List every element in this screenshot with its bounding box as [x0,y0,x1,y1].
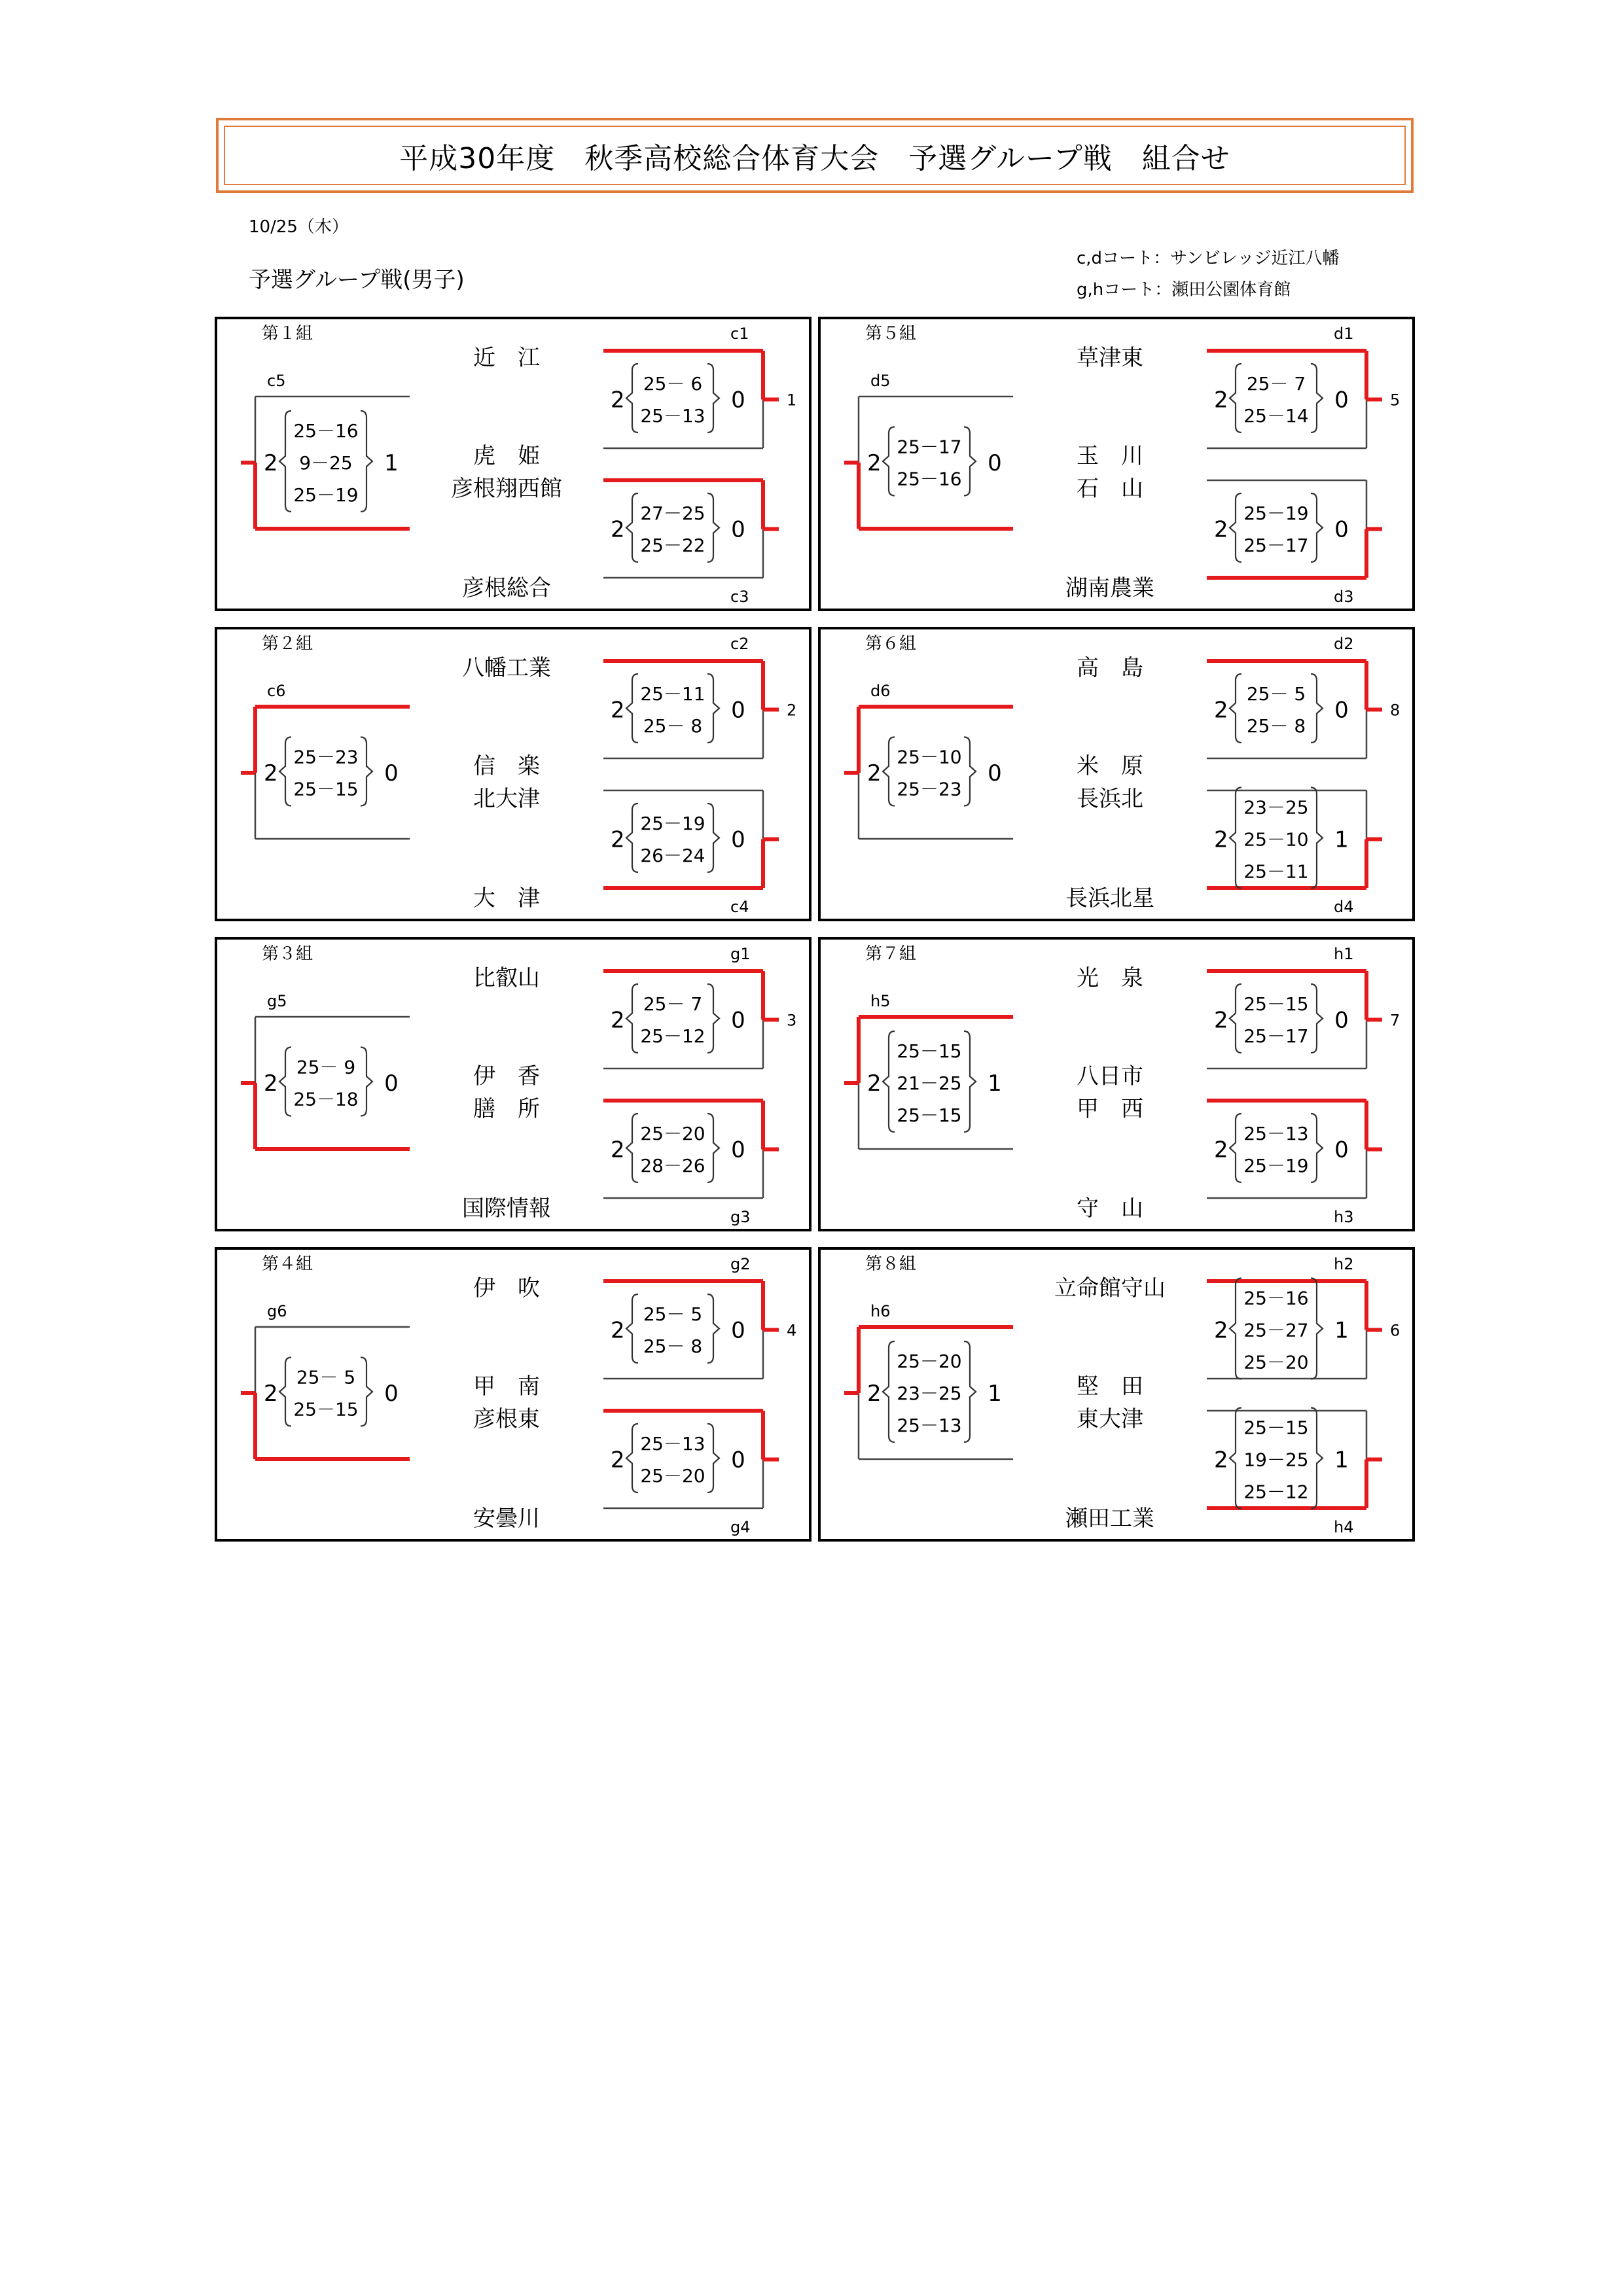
match-top-open-brace [626,1294,638,1363]
bracket-svg [821,940,1418,1234]
match-top-wins: 2 [1214,387,1228,414]
match-final-set-score: 25－ 5 [296,1366,356,1388]
team-name: 国際情報 [462,1195,551,1222]
bracket-svg [217,629,814,924]
match-top-losses: 0 [1334,1007,1349,1034]
team-name: 草津東 [1077,345,1143,371]
match-top-open-brace [626,984,638,1053]
match-top-set-score: 25－15 [1243,993,1309,1015]
court-code: c6 [267,682,286,700]
match-top-set-score: 25－11 [640,683,705,705]
match-bottom-open-brace [1230,788,1241,889]
section-subtitle: 予選グループ戦(男子) [249,267,465,293]
court-code: c3 [730,588,749,606]
match-top-set-score: 25－14 [1243,405,1309,427]
match-top-open-brace [1230,1279,1241,1379]
match-top-wins: 2 [611,1007,625,1034]
bracket-slot-number: 5 [1390,391,1400,410]
match-bottom-set-score: 25－15 [1243,1417,1309,1439]
match-top-close-brace [707,674,719,743]
team-name: 湖南農業 [1065,575,1154,601]
title-box [216,118,1414,193]
match-final-set-score: 25－15 [293,778,359,800]
match-top-open-brace [1230,674,1241,743]
match-top-set-score: 25－13 [640,405,705,427]
match-bottom-losses: 1 [1334,826,1349,853]
team-name: 膳 所 [473,1096,540,1122]
match-bottom-set-score: 28－26 [640,1155,705,1176]
match-bottom-close-brace [1311,1408,1323,1509]
match-top-wins: 2 [611,697,625,724]
match-final-close-brace [361,1358,372,1426]
match-final-set-score: 25－16 [293,420,359,442]
match-bottom-set-score: 25－20 [640,1123,705,1144]
match-final-close-brace [964,1341,976,1442]
match-top-set-score: 25－ 5 [643,1303,703,1325]
match-bottom-close-brace [707,493,719,562]
match-bottom-open-brace [1230,1408,1241,1509]
group-panel [818,1247,1415,1542]
match-bottom-set-score: 25－13 [640,1433,705,1455]
group-label: 第８組 [865,1254,917,1274]
match-final-losses: 0 [988,450,1002,476]
match-top-set-score: 25－ 6 [643,373,703,395]
match-bottom-set-score: 25－11 [1243,860,1309,883]
court-code: h3 [1334,1208,1354,1226]
team-name: 瀬田工業 [1065,1506,1154,1532]
match-final-set-score: 25－23 [293,746,359,768]
match-final-wins: 2 [867,1381,882,1407]
match-final-open-brace [883,1341,895,1442]
match-final-losses: 0 [988,760,1002,786]
court-code: g2 [730,1255,751,1273]
group-label: 第１組 [262,324,313,344]
group-panel [215,1247,812,1542]
bracket-svg [217,319,814,614]
match-bottom-losses: 1 [1334,1447,1349,1474]
match-final-wins: 2 [264,1070,278,1097]
match-final-close-brace [361,1048,372,1116]
match-bottom-wins: 2 [611,1447,625,1474]
match-top-wins: 2 [611,387,625,414]
match-final-close-brace [361,737,372,806]
match-final-losses: 1 [384,450,399,476]
team-name: 高 島 [1077,655,1143,681]
team-name: 東大津 [1077,1406,1143,1432]
match-bottom-set-score: 23－25 [1243,796,1309,819]
match-top-close-brace [1311,1279,1323,1379]
team-name: 甲 南 [473,1373,540,1400]
match-final-set-score: 25－10 [897,746,962,768]
bracket-svg [821,629,1418,924]
match-final-close-brace [361,411,372,512]
match-top-set-score: 25－17 [1243,1025,1309,1047]
group-panel [215,627,812,921]
match-bottom-close-brace [707,804,719,872]
team-name: 北大津 [473,786,540,812]
match-top-set-score: 25－16 [1243,1287,1309,1309]
team-name: 長浜北星 [1065,885,1154,911]
match-bottom-close-brace [1311,1114,1323,1182]
match-final-losses: 0 [384,1381,399,1407]
match-top-open-brace [1230,984,1241,1053]
match-final-losses: 0 [384,760,399,786]
team-name: 米 原 [1077,753,1143,779]
match-bottom-set-score: 25－17 [1243,535,1309,556]
match-bottom-close-brace [1311,493,1323,562]
match-final-losses: 1 [988,1381,1002,1407]
match-final-open-brace [279,1048,291,1116]
match-bottom-set-score: 25－20 [640,1465,705,1487]
match-final-wins: 2 [867,1070,882,1097]
court-info-gh: g,hコート：瀬田公園体育館 [1077,280,1291,300]
match-final-wins: 2 [264,1381,278,1407]
match-top-set-score: 25－ 8 [1246,715,1306,737]
team-name: 彦根東 [473,1406,540,1432]
match-top-set-score: 25－ 5 [1246,683,1306,705]
match-final-open-brace [279,411,291,512]
team-name: 長浜北 [1077,786,1143,812]
match-top-losses: 0 [1334,387,1349,414]
bracket-slot-number: 8 [1390,701,1400,720]
court-code: c4 [730,898,749,916]
court-code: c5 [267,372,286,390]
court-code: g3 [730,1208,751,1226]
match-bottom-open-brace [1230,493,1241,562]
team-name: 彦根翔西館 [451,476,562,502]
match-bottom-wins: 2 [611,516,625,543]
team-name: 玉 川 [1077,443,1143,469]
match-bottom-close-brace [707,1114,719,1182]
match-top-wins: 2 [1214,1007,1228,1034]
match-bottom-set-score: 19－25 [1243,1449,1309,1471]
match-bottom-open-brace [626,493,638,562]
match-bottom-wins: 2 [611,1137,625,1163]
match-bottom-open-brace [626,804,638,872]
group-label: 第５組 [865,324,917,344]
match-top-wins: 2 [1214,697,1228,724]
match-final-open-brace [883,427,895,496]
match-final-close-brace [964,737,976,806]
court-code: h2 [1334,1255,1354,1273]
team-name: 石 山 [1077,476,1143,502]
team-name: 守 山 [1077,1195,1143,1222]
match-bottom-close-brace [707,1424,719,1492]
match-top-open-brace [626,674,638,743]
match-final-losses: 1 [988,1070,1002,1097]
bracket-svg [821,319,1418,614]
match-top-set-score: 25－ 7 [1246,373,1306,395]
match-final-set-score: 23－25 [897,1383,962,1404]
team-name: 甲 西 [1077,1096,1143,1122]
team-name: 虎 姫 [473,443,540,469]
match-final-set-score: 25－ 9 [296,1056,356,1078]
court-code: h1 [1334,945,1354,963]
bracket-slot-number: 7 [1390,1011,1400,1030]
match-final-wins: 2 [867,450,882,476]
court-info-cd: c,dコート：サンビレッジ近江八幡 [1077,249,1340,268]
match-top-close-brace [1311,364,1323,433]
team-name: 比叡山 [473,965,540,991]
group-panel [818,937,1415,1231]
bracket-svg [217,1250,814,1544]
match-bottom-losses: 0 [731,1447,745,1474]
match-final-wins: 2 [264,450,278,476]
bracket-slot-number: 6 [1390,1321,1400,1340]
match-bottom-set-score: 25－10 [1243,828,1309,851]
match-final-set-score: 25－19 [293,484,359,506]
court-code: d5 [870,372,891,390]
court-code: g1 [730,945,751,963]
team-name: 近 江 [473,345,540,371]
match-final-set-score: 25－23 [897,778,962,800]
match-final-close-brace [964,427,976,496]
match-final-set-score: 25－15 [897,1104,962,1126]
match-bottom-losses: 0 [731,1137,745,1163]
match-final-wins: 2 [264,760,278,786]
group-label: 第６組 [865,634,917,654]
event-date: 10/25（木） [249,217,349,237]
team-name: 八日市 [1077,1063,1143,1089]
match-bottom-wins: 2 [1214,516,1228,543]
match-top-losses: 1 [1334,1317,1349,1344]
court-code: d1 [1334,325,1354,343]
match-bottom-wins: 2 [611,826,625,853]
match-top-losses: 0 [731,387,745,414]
match-top-set-score: 25－ 8 [643,715,703,737]
court-code: d3 [1334,588,1354,606]
match-top-losses: 0 [731,1007,745,1034]
court-code: h4 [1334,1518,1354,1536]
match-bottom-losses: 0 [731,516,745,543]
match-bottom-set-score: 25－19 [1243,503,1309,524]
match-bottom-open-brace [626,1424,638,1492]
match-final-set-score: 25－16 [897,468,962,490]
match-top-set-score: 25－27 [1243,1319,1309,1341]
match-final-open-brace [279,1358,291,1426]
match-top-set-score: 25－20 [1243,1351,1309,1373]
team-name: 堅 田 [1077,1373,1143,1400]
match-bottom-close-brace [1311,788,1323,889]
match-top-close-brace [1311,674,1323,743]
match-top-set-score: 25－12 [640,1025,705,1047]
court-code: c2 [730,635,749,653]
match-final-open-brace [883,737,895,806]
match-bottom-set-score: 25－12 [1243,1481,1309,1503]
match-final-set-score: 25－13 [897,1415,962,1436]
match-top-set-score: 25－ 8 [643,1335,703,1357]
court-code: d4 [1334,898,1354,916]
match-bottom-set-score: 27－25 [640,503,705,524]
match-bottom-set-score: 25－19 [1243,1155,1309,1176]
match-bottom-set-score: 26－24 [640,845,705,866]
match-final-set-score: 25－17 [897,436,962,458]
match-final-set-score: 9－25 [299,452,353,474]
group-panel [818,627,1415,921]
bracket-svg [217,940,814,1234]
match-bottom-open-brace [1230,1114,1241,1182]
match-bottom-losses: 0 [1334,516,1349,543]
match-bottom-losses: 0 [731,826,745,853]
bracket-slot-number: 3 [787,1011,797,1030]
court-code: h5 [870,992,891,1010]
match-bottom-wins: 2 [1214,826,1228,853]
team-name: 彦根総合 [462,575,551,601]
match-final-set-score: 25－15 [897,1040,962,1062]
match-final-losses: 0 [384,1070,399,1097]
match-final-set-score: 25－18 [293,1088,359,1110]
court-code: c1 [730,325,749,343]
court-code: g4 [730,1518,751,1536]
match-top-set-score: 25－ 7 [643,993,703,1015]
group-label: 第４組 [262,1254,313,1274]
match-bottom-losses: 0 [1334,1137,1349,1163]
team-name: 伊 吹 [473,1275,540,1301]
page-title: 平成30年度 秋季高校総合体育大会 予選グループ戦 組合せ [224,126,1406,185]
court-code: d2 [1334,635,1354,653]
match-top-close-brace [707,984,719,1053]
match-bottom-wins: 2 [1214,1137,1228,1163]
team-name: 安曇川 [473,1506,540,1532]
group-label: 第７組 [865,944,917,964]
match-final-set-score: 21－25 [897,1072,962,1094]
match-bottom-wins: 2 [1214,1447,1228,1474]
group-panel [215,317,812,611]
match-top-close-brace [707,1294,719,1363]
court-code: d6 [870,682,891,700]
match-bottom-set-score: 25－22 [640,535,705,556]
court-code: g5 [267,992,287,1010]
team-name: 伊 香 [473,1063,540,1089]
team-name: 立命館守山 [1054,1275,1166,1301]
match-top-losses: 0 [731,697,745,724]
match-top-open-brace [626,364,638,433]
court-code: h6 [870,1302,891,1320]
match-final-set-score: 25－15 [293,1398,359,1421]
group-label: 第２組 [262,634,313,654]
match-top-open-brace [1230,364,1241,433]
group-panel [215,937,812,1231]
match-top-losses: 0 [731,1317,745,1344]
match-final-close-brace [964,1031,976,1132]
team-name: 八幡工業 [462,655,551,681]
bracket-svg [821,1250,1418,1544]
match-bottom-set-score: 25－13 [1243,1123,1309,1144]
match-final-wins: 2 [867,760,882,786]
match-top-close-brace [707,364,719,433]
bracket-slot-number: 2 [787,701,797,720]
match-final-set-score: 25－20 [897,1351,962,1372]
court-code: g6 [267,1302,287,1320]
match-bottom-open-brace [626,1114,638,1182]
match-top-close-brace [1311,984,1323,1053]
team-name: 光 泉 [1077,965,1143,991]
group-panel [818,317,1415,611]
bracket-slot-number: 1 [787,391,797,410]
match-bottom-set-score: 25－19 [640,813,705,834]
team-name: 信 楽 [473,753,540,779]
match-top-wins: 2 [1214,1317,1228,1344]
match-final-open-brace [279,737,291,806]
group-label: 第３組 [262,944,313,964]
match-top-losses: 0 [1334,697,1349,724]
team-name: 大 津 [473,885,540,911]
match-top-wins: 2 [611,1317,625,1344]
bracket-slot-number: 4 [787,1321,797,1340]
match-final-open-brace [883,1031,895,1132]
